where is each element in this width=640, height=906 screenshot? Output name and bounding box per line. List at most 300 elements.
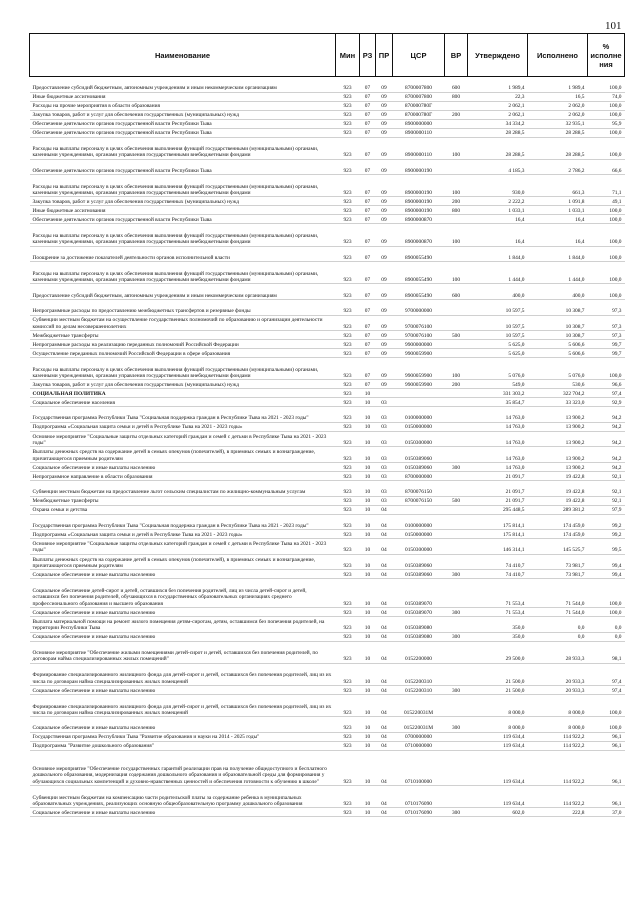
cell-vr: 100	[445, 175, 468, 197]
cell-vr	[445, 422, 468, 431]
cell-approved: 14 763,0	[468, 463, 528, 472]
cell-pr: 09	[376, 380, 393, 389]
cell-name: Непрограммное направление в области образования	[30, 472, 336, 481]
cell-min: 923	[336, 389, 360, 398]
cell-csr: 8900000190	[393, 197, 445, 206]
cell-approved: 74 410,7	[468, 570, 528, 579]
cell-vr: 300	[445, 686, 468, 695]
cell-rz: 10	[360, 579, 376, 608]
cell-min: 923	[336, 786, 360, 808]
cell-pr: 04	[376, 579, 393, 608]
cell-executed: 28 288,5	[528, 128, 588, 137]
cell-name: Выплаты денежных средств на содержание детей в семьях опекунов (попечителей), в приемных семьях и вознаграждение, причитающегося приемным родителям	[30, 554, 336, 570]
cell-csr: 8900000870	[393, 224, 445, 246]
cell-name: Межбюджетные трансферты	[30, 496, 336, 505]
cell-vr	[445, 750, 468, 785]
cell-pr: 04	[376, 617, 393, 633]
cell-percent: 92,1	[588, 481, 625, 497]
cell-approved: 350,0	[468, 632, 528, 641]
cell-name: Осуществление переданных полномочий Российской Федерации в сфере образования	[30, 349, 336, 358]
cell-vr: 300	[445, 717, 468, 733]
cell-name: Социальное обеспечение детей-сирот и детей, оставшихся без попечения родителей, лиц из числа детей-сирот и детей, оставшихся без попечения родителей, обучающихся в государственных образовательных организациях среднего профессионального образования и высшего образования	[30, 579, 336, 608]
cell-executed: 5 076,0	[528, 358, 588, 380]
cell-name: Обеспечение деятельности органов государственной власти Республики Тыва	[30, 159, 336, 175]
cell-name: Государственная программа Республики Тыва "Развитие образования и науки на 2014 - 2025 годы"	[30, 732, 336, 741]
cell-executed: 0,0	[528, 617, 588, 633]
cell-percent: 74,0	[588, 92, 625, 101]
cell-name: Расходы на выплаты персоналу в целях обеспечения выполнения функций государственными (муниципальными) органами, казенными учреждениями, органами управления государственными внебюджетными фондами	[30, 358, 336, 380]
cell-vr	[445, 407, 468, 423]
cell-pr: 04	[376, 663, 393, 685]
table-row	[30, 349, 625, 358]
cell-rz: 10	[360, 632, 376, 641]
cell-pr: 03	[376, 407, 393, 423]
table-row	[30, 215, 625, 224]
table-row	[30, 732, 625, 741]
table-row	[30, 641, 625, 663]
cell-min: 923	[336, 808, 360, 817]
cell-percent: 92,1	[588, 496, 625, 505]
cell-vr: 100	[445, 137, 468, 159]
cell-approved: 5 076,0	[468, 358, 528, 380]
cell-pr: 04	[376, 641, 393, 663]
cell-pr: 09	[376, 284, 393, 300]
cell-name: Иные бюджетные ассигнования	[30, 206, 336, 215]
cell-pr: 03	[376, 398, 393, 407]
cell-pr: 04	[376, 750, 393, 785]
header-percent: % исполне ния	[588, 34, 625, 77]
table-row	[30, 808, 625, 817]
cell-vr	[445, 732, 468, 741]
cell-percent: 96,1	[588, 750, 625, 785]
cell-csr: 9700000000	[393, 300, 445, 316]
cell-vr	[445, 617, 468, 633]
cell-csr: 8900000190	[393, 159, 445, 175]
cell-executed: 19 422,8	[528, 472, 588, 481]
cell-min: 923	[336, 632, 360, 641]
table-row	[30, 530, 625, 539]
table-row	[30, 663, 625, 685]
cell-pr: 04	[376, 717, 393, 733]
cell-csr: 9900059900	[393, 380, 445, 389]
cell-percent: 100,0	[588, 101, 625, 110]
cell-pr: 09	[376, 315, 393, 331]
cell-executed: 71 544,0	[528, 579, 588, 608]
cell-csr: 8700000000	[393, 472, 445, 481]
table-row	[30, 539, 625, 555]
cell-vr: 100	[445, 262, 468, 284]
cell-rz: 10	[360, 496, 376, 505]
cell-percent: 100,0	[588, 128, 625, 137]
cell-csr: 0152200000	[393, 641, 445, 663]
cell-approved: 16,4	[468, 224, 528, 246]
cell-pr: 04	[376, 530, 393, 539]
table-row	[30, 175, 625, 197]
cell-approved: 146 314,1	[468, 539, 528, 555]
cell-executed: 5 606,6	[528, 349, 588, 358]
cell-vr: 300	[445, 808, 468, 817]
cell-vr	[445, 128, 468, 137]
cell-vr	[445, 530, 468, 539]
cell-name: Обеспечение деятельности органов государственной власти Республики Тыва	[30, 119, 336, 128]
cell-rz: 07	[360, 284, 376, 300]
cell-percent: 100,0	[588, 224, 625, 246]
cell-percent: 94,2	[588, 463, 625, 472]
cell-csr: 8700007800	[393, 92, 445, 101]
cell-approved: 14 763,0	[468, 407, 528, 423]
cell-percent: 100,0	[588, 206, 625, 215]
cell-rz: 07	[360, 358, 376, 380]
table-body	[30, 77, 625, 817]
cell-approved: 295 448,5	[468, 505, 528, 514]
cell-approved: 1 989,4	[468, 77, 528, 93]
cell-csr: 0150389060	[393, 463, 445, 472]
cell-approved: 119 634,4	[468, 786, 528, 808]
cell-csr: 0710176090	[393, 786, 445, 808]
cell-executed: 145 525,7	[528, 539, 588, 555]
cell-csr: 0710000000	[393, 741, 445, 750]
budget-table	[29, 33, 625, 817]
cell-approved: 119 634,4	[468, 732, 528, 741]
cell-name: Предоставление субсидий бюджетным, автономным учреждениям и иным некоммерческим организациям	[30, 77, 336, 93]
cell-percent: 97,4	[588, 663, 625, 685]
cell-min: 923	[336, 539, 360, 555]
cell-pr: 09	[376, 340, 393, 349]
cell-min: 923	[336, 101, 360, 110]
cell-rz: 07	[360, 300, 376, 316]
cell-executed: 33 323,0	[528, 398, 588, 407]
cell-min: 923	[336, 530, 360, 539]
cell-rz: 10	[360, 741, 376, 750]
cell-pr: 09	[376, 92, 393, 101]
cell-pr: 04	[376, 808, 393, 817]
cell-pr: 03	[376, 431, 393, 447]
cell-rz: 07	[360, 92, 376, 101]
table-row	[30, 686, 625, 695]
cell-min: 923	[336, 608, 360, 617]
cell-pr: 09	[376, 159, 393, 175]
cell-percent: 96,1	[588, 741, 625, 750]
cell-percent: 94,2	[588, 407, 625, 423]
cell-percent: 94,2	[588, 447, 625, 463]
cell-approved: 2 062,1	[468, 110, 528, 119]
cell-csr: 9900059900	[393, 349, 445, 358]
cell-approved: 175 814,1	[468, 514, 528, 530]
cell-min: 923	[336, 349, 360, 358]
cell-min: 923	[336, 663, 360, 685]
cell-approved: 1 033,1	[468, 206, 528, 215]
table-row	[30, 300, 625, 316]
cell-percent: 99,4	[588, 570, 625, 579]
cell-min: 923	[336, 331, 360, 340]
cell-rz: 07	[360, 262, 376, 284]
cell-rz: 07	[360, 77, 376, 93]
cell-executed: 28 933,3	[528, 641, 588, 663]
cell-name: Выплата материальной помощи на ремонт жилого помещения детям-сиротам, детям, оставшимся без попечения родителей, на территории Республики Тыва	[30, 617, 336, 633]
cell-min: 923	[336, 197, 360, 206]
cell-executed: 1 989,4	[528, 77, 588, 93]
cell-csr: 870000780Г	[393, 101, 445, 110]
cell-vr: 100	[445, 358, 468, 380]
cell-csr	[393, 398, 445, 407]
cell-csr: 8900000110	[393, 128, 445, 137]
cell-pr: 09	[376, 77, 393, 93]
cell-rz: 10	[360, 695, 376, 717]
cell-csr: 0150389060	[393, 447, 445, 463]
cell-rz: 10	[360, 786, 376, 808]
cell-name: Основное мероприятие "Обеспечение жилыми помещениями детей-сирот и детей, оставшихся без попечения родителей, по договорам найма специализированных жилых помещений"	[30, 641, 336, 663]
table-row	[30, 514, 625, 530]
cell-pr: 03	[376, 422, 393, 431]
table-row	[30, 137, 625, 159]
table-row	[30, 380, 625, 389]
cell-min: 923	[336, 119, 360, 128]
cell-vr	[445, 786, 468, 808]
cell-name: Расходы на выплаты персоналу в целях обеспечения выполнения функций государственными (муниципальными) органами, казенными учреждениями, органами управления государственными внебюджетными фондами	[30, 262, 336, 284]
table-row	[30, 554, 625, 570]
cell-csr: 8900000190	[393, 206, 445, 215]
table-row	[30, 206, 625, 215]
cell-executed: 13 900,2	[528, 431, 588, 447]
header-executed: Исполнено	[528, 34, 588, 77]
cell-executed: 114 922,2	[528, 786, 588, 808]
cell-rz: 10	[360, 481, 376, 497]
cell-pr: 04	[376, 632, 393, 641]
cell-min: 923	[336, 686, 360, 695]
cell-rz: 07	[360, 137, 376, 159]
header-approved: Утверждено	[468, 34, 528, 77]
cell-executed: 32 935,1	[528, 119, 588, 128]
cell-vr	[445, 340, 468, 349]
cell-executed: 13 900,2	[528, 447, 588, 463]
cell-pr: 04	[376, 686, 393, 695]
cell-vr: 100	[445, 224, 468, 246]
cell-percent: 100,0	[588, 358, 625, 380]
cell-executed: 1 444,0	[528, 262, 588, 284]
cell-name: Социальное обеспечение и иные выплаты населению	[30, 608, 336, 617]
cell-percent: 100,0	[588, 137, 625, 159]
cell-name: Непрограммные расходы по предоставлению межбюджетных трансфертов и резервные фонды	[30, 300, 336, 316]
table-row	[30, 463, 625, 472]
table-row	[30, 431, 625, 447]
cell-approved: 10 597,5	[468, 315, 528, 331]
cell-executed: 73 981,7	[528, 554, 588, 570]
cell-approved: 21 091,7	[468, 496, 528, 505]
cell-vr: 500	[445, 496, 468, 505]
cell-name: Формирование специализированного жилищного фонда для детей-сирот и детей, оставшихся без попечения родителей, лиц из их числа по договорам найма специализированных жилых помещений	[30, 695, 336, 717]
cell-vr: 300	[445, 570, 468, 579]
cell-vr	[445, 539, 468, 555]
cell-percent: 94,2	[588, 431, 625, 447]
cell-min: 923	[336, 92, 360, 101]
cell-rz: 10	[360, 514, 376, 530]
cell-rz: 10	[360, 641, 376, 663]
cell-vr	[445, 119, 468, 128]
cell-name: Обеспечение деятельности органов государственной власти Республики Тыва	[30, 128, 336, 137]
cell-csr: 0700000000	[393, 732, 445, 741]
cell-pr: 09	[376, 331, 393, 340]
cell-rz: 10	[360, 431, 376, 447]
cell-percent: 100,0	[588, 246, 625, 262]
cell-csr	[393, 389, 445, 398]
cell-executed: 16,4	[528, 215, 588, 224]
cell-rz: 10	[360, 750, 376, 785]
cell-approved: 22,3	[468, 92, 528, 101]
cell-executed: 1 091,8	[528, 197, 588, 206]
cell-csr	[393, 505, 445, 514]
cell-min: 923	[336, 695, 360, 717]
table-row	[30, 389, 625, 398]
cell-percent: 100,0	[588, 110, 625, 119]
cell-rz: 10	[360, 732, 376, 741]
cell-approved: 175 814,1	[468, 530, 528, 539]
table-row	[30, 617, 625, 633]
cell-pr: 09	[376, 197, 393, 206]
cell-percent: 97,3	[588, 300, 625, 316]
cell-vr	[445, 300, 468, 316]
table-row	[30, 422, 625, 431]
table-row	[30, 447, 625, 463]
cell-approved: 35 854,7	[468, 398, 528, 407]
cell-rz: 07	[360, 197, 376, 206]
cell-csr: 8700007800	[393, 77, 445, 93]
cell-percent: 0,0	[588, 617, 625, 633]
cell-rz: 07	[360, 349, 376, 358]
cell-percent: 96,1	[588, 732, 625, 741]
cell-approved: 2 222,2	[468, 197, 528, 206]
cell-min: 923	[336, 407, 360, 423]
cell-vr	[445, 741, 468, 750]
cell-executed: 10 308,7	[528, 331, 588, 340]
cell-pr: 09	[376, 110, 393, 119]
cell-vr	[445, 246, 468, 262]
cell-csr: 8900000190	[393, 175, 445, 197]
cell-rz: 10	[360, 463, 376, 472]
table-row	[30, 717, 625, 733]
cell-pr: 04	[376, 505, 393, 514]
header-rz: РЗ	[360, 34, 376, 77]
cell-name: Расходы на выплаты персоналу в целях обеспечения выполнения функций государственными (муниципальными) органами, казенными учреждениями, органами управления государственными внебюджетными фондами	[30, 137, 336, 159]
cell-approved: 549,0	[468, 380, 528, 389]
cell-executed: 2 062,0	[528, 101, 588, 110]
cell-name: Социальное обеспечение и иные выплаты населению	[30, 570, 336, 579]
cell-min: 923	[336, 496, 360, 505]
cell-executed: 222,8	[528, 808, 588, 817]
cell-pr: 03	[376, 472, 393, 481]
cell-percent: 99,7	[588, 340, 625, 349]
cell-min: 923	[336, 617, 360, 633]
table-row	[30, 570, 625, 579]
cell-percent: 97,3	[588, 331, 625, 340]
table-row	[30, 407, 625, 423]
cell-rz: 07	[360, 110, 376, 119]
cell-executed: 73 981,7	[528, 570, 588, 579]
cell-executed: 20 933,3	[528, 686, 588, 695]
cell-csr: 0150300000	[393, 539, 445, 555]
cell-pr: 09	[376, 119, 393, 128]
cell-csr: 8900055490	[393, 262, 445, 284]
cell-executed: 71 544,0	[528, 608, 588, 617]
cell-executed: 28 288,5	[528, 137, 588, 159]
cell-approved: 930,0	[468, 175, 528, 197]
cell-executed: 1 844,0	[528, 246, 588, 262]
cell-percent: 96,1	[588, 786, 625, 808]
table-header-row	[30, 34, 625, 77]
cell-min: 923	[336, 472, 360, 481]
cell-min: 923	[336, 246, 360, 262]
cell-vr: 500	[445, 331, 468, 340]
cell-name: Социальное обеспечение и иные выплаты населению	[30, 686, 336, 695]
cell-approved: 1 444,0	[468, 262, 528, 284]
cell-rz: 07	[360, 119, 376, 128]
cell-name: Социальное обеспечение и иные выплаты населению	[30, 632, 336, 641]
cell-approved: 1 844,0	[468, 246, 528, 262]
cell-vr	[445, 431, 468, 447]
cell-percent: 66,6	[588, 159, 625, 175]
cell-pr: 09	[376, 206, 393, 215]
cell-executed: 8 000,0	[528, 717, 588, 733]
cell-vr: 200	[445, 110, 468, 119]
cell-approved: 602,0	[468, 808, 528, 817]
cell-min: 923	[336, 422, 360, 431]
cell-percent: 100,0	[588, 77, 625, 93]
cell-name: Предоставление субсидий бюджетным, автономным учреждениям и иным некоммерческим организациям	[30, 284, 336, 300]
cell-min: 923	[336, 579, 360, 608]
cell-approved: 5 625,0	[468, 349, 528, 358]
cell-executed: 19 422,8	[528, 481, 588, 497]
cell-vr	[445, 472, 468, 481]
cell-percent: 100,0	[588, 695, 625, 717]
cell-name: Основное мероприятие "Обеспечение государственных гарантий реализации прав на получение общедоступного и бесплатного дошкольного образования, модернизация содержания дошкольного образования и образовательной среды для формирования у обучающихся социальных компетенций и духовно-нравственных ценностей и обеспечения готовности к обучению в школе"	[30, 750, 336, 785]
cell-min: 923	[336, 358, 360, 380]
cell-min: 923	[336, 554, 360, 570]
cell-executed: 2 062,0	[528, 110, 588, 119]
cell-min: 923	[336, 717, 360, 733]
cell-min: 923	[336, 215, 360, 224]
cell-vr: 800	[445, 92, 468, 101]
cell-min: 923	[336, 340, 360, 349]
cell-csr: 0150300000	[393, 431, 445, 447]
table-row	[30, 262, 625, 284]
cell-approved: 74 410,7	[468, 554, 528, 570]
cell-percent: 99,2	[588, 514, 625, 530]
cell-pr: 04	[376, 732, 393, 741]
cell-vr	[445, 447, 468, 463]
table-row	[30, 608, 625, 617]
table-row	[30, 159, 625, 175]
cell-min: 923	[336, 159, 360, 175]
cell-name: Закупка товаров, работ и услуг для обеспечения государственных (муниципальных) нужд	[30, 380, 336, 389]
cell-name: Социальное обеспечение и иные выплаты населению	[30, 808, 336, 817]
table-row	[30, 632, 625, 641]
header-vr: ВР	[445, 34, 468, 77]
cell-rz: 07	[360, 224, 376, 246]
cell-executed: 400,0	[528, 284, 588, 300]
table-row	[30, 340, 625, 349]
table-row	[30, 398, 625, 407]
cell-approved: 2 062,1	[468, 101, 528, 110]
cell-csr: 0100000000	[393, 514, 445, 530]
cell-vr	[445, 349, 468, 358]
cell-vr: 600	[445, 77, 468, 93]
cell-min: 923	[336, 570, 360, 579]
cell-executed: 13 900,2	[528, 407, 588, 423]
cell-vr	[445, 398, 468, 407]
cell-rz: 10	[360, 539, 376, 555]
cell-vr	[445, 215, 468, 224]
cell-vr: 300	[445, 463, 468, 472]
cell-min: 923	[336, 77, 360, 93]
